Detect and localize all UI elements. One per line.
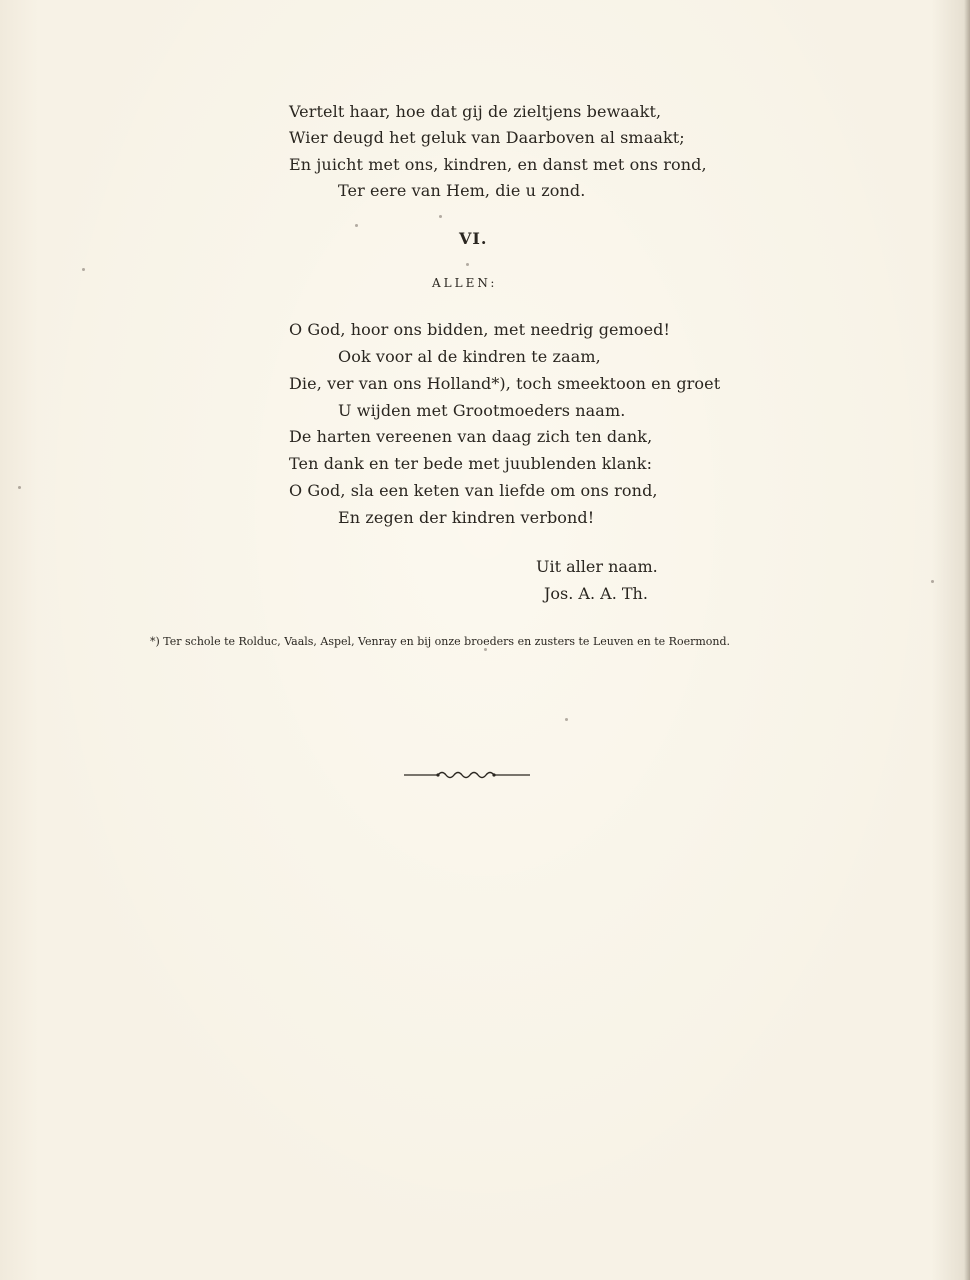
- verse-line: En zegen der kindren verbond!: [338, 508, 595, 527]
- verse-line: U wijden met Grootmoeders naam.: [338, 401, 626, 420]
- verse-line: Ter eere van Hem, die u zond.: [338, 181, 586, 200]
- paper-speck: [439, 215, 442, 218]
- paper-speck: [466, 263, 469, 266]
- verse-line: Ten dank en ter bede met juublenden klank:: [289, 454, 653, 473]
- paper-speck: [565, 718, 568, 721]
- verse-line: Vertelt haar, hoe dat gij de zieltjens bewaakt,: [289, 102, 662, 121]
- ornament-divider: [402, 768, 532, 782]
- verse-line: Wier deugd het geluk van Daarboven al smaakt;: [289, 128, 685, 147]
- signature-line: Uit aller naam.: [536, 557, 658, 576]
- footnote: *) Ter schole te Rolduc, Vaals, Aspel, Venray en bij onze broeders en zusters te Leuven en te Roermond.: [150, 635, 731, 648]
- paper-speck: [484, 648, 487, 651]
- paper-speck: [355, 224, 358, 227]
- paper-speck: [82, 268, 85, 271]
- verse-line: De harten vereenen van daag zich ten dank,: [289, 427, 653, 446]
- paper-speck: [931, 580, 934, 583]
- verse-line: Die, ver van ons Holland*), toch smeektoon en groet: [289, 374, 721, 393]
- verse-line: O God, sla een keten van liefde om ons rond,: [289, 481, 658, 500]
- signature-name: Jos. A. A. Th.: [544, 584, 648, 603]
- paper-speck: [18, 486, 21, 489]
- section-number: VI.: [459, 229, 488, 248]
- page-edge: [964, 0, 970, 1280]
- verse-line: Ook voor al de kindren te zaam,: [338, 347, 601, 366]
- verse-line: O God, hoor ons bidden, met needrig gemoed!: [289, 320, 671, 339]
- speaker-heading: ALLEN:: [432, 276, 498, 290]
- verse-line: En juicht met ons, kindren, en danst met ons rond,: [289, 155, 707, 174]
